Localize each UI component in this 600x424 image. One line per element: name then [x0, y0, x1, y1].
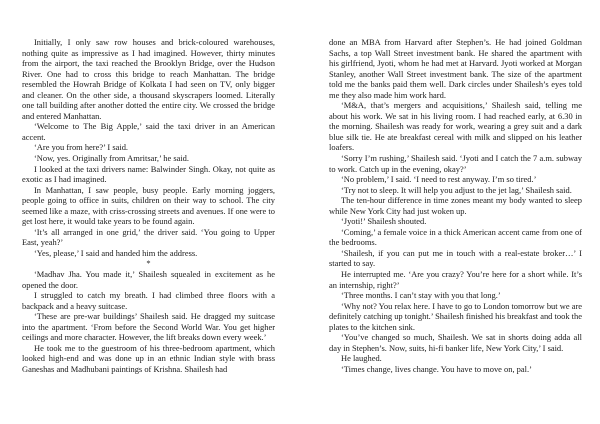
paragraph: The ten-hour difference in time zones meant my body wanted to sleep while New York City had just woken up.	[329, 195, 582, 216]
paragraph: ‘Shailesh, if you can put me in touch with a real-estate broker…’ I started to say.	[329, 247, 582, 269]
paragraph: He laughed.	[341, 353, 382, 364]
paragraph: ‘Three months. I can’t stay with you that long.’	[341, 290, 501, 301]
paragraph: ‘Yes, please,’ I said and handed him the address.	[34, 247, 198, 258]
paragraph: ‘No problem,’ I said. ‘I need to rest anyway. I’m so tired.’	[341, 174, 537, 185]
paragraph: I looked at the taxi drivers name: Balwinder Singh. Okay, not quite as exotic as I had imagined.	[22, 163, 275, 185]
paragraph: In Manhattan, I saw people, busy people. Early morning joggers, people going to office in suits, children on their way to school. The city seemed like a maze, with criss-crossing streets and avenues. If one were to get lost here, it would take years to be found again.	[22, 184, 275, 227]
paragraph: ‘Times change, lives change. You have to move on, pal.’	[341, 363, 532, 374]
paragraph: ‘Sorry I’m rushing,’ Shailesh said. ‘Jyoti and I catch the 7 a.m. subway to work. Catch up in the evening, okay?’	[329, 153, 582, 174]
paragraph: ‘These are pre-war buildings’ Shailesh said. He dragged my suitcase into the apartment. ‘From before the Second World War. You get higher ceilings and more character. However, the lift breaks down every week.’	[22, 311, 275, 343]
paragraph: ‘It’s all arranged in one grid,’ the driver said. ‘You going to Upper East, yeah?’	[22, 226, 275, 248]
paragraph: ‘Why not? You relax here. I have to go to London tomorrow but we are definitely catching up tonight.’ Shailesh finished his breakfast and took the plates to the kitchen sink.	[329, 300, 582, 332]
paragraph: ‘Now, yes. Originally from Amritsar,’ he said.	[34, 153, 190, 164]
paragraph: ‘Are you from here?’ I said.	[34, 142, 129, 153]
right-page	[329, 37, 582, 375]
paragraph: ‘Madhav Jha. You made it,’ Shailesh squealed in excitement as he opened the door.	[22, 269, 275, 290]
paragraph: ‘You’ve changed so much, Shailesh. We sat in shorts doing adda all day in Stephen’s. Now, suits, hi-fi banker life, New York City,’ I said.	[329, 332, 582, 353]
paragraph: ‘Welcome to The Big Apple,’ said the taxi driver in an American accent.	[22, 121, 275, 142]
section-separator: *	[146, 258, 151, 269]
paragraph: Initially, I only saw row houses and brick-coloured warehouses, nothing quite as impressive as I had imagined. However, thirty minutes from the airport, the taxi reached the Brooklyn Bridge, over the Hudson River. One had to cross this bridge to reach Manhattan. The bridge resembled the Howrah Bridge of Kolkata I had seen on TV, only bigger and cleaner. On the other side, a thousand skyscrapers loomed. Literally one tall building after another dotted the entire city. We crossed the bridge and entered Manhattan.	[22, 37, 275, 121]
paragraph: ‘Jyoti!’ Shailesh shouted.	[341, 216, 427, 227]
left-page	[22, 37, 275, 375]
paragraph: I struggled to catch my breath. I had climbed three floors with a backpack and a heavy suitcase.	[22, 290, 275, 311]
paragraph: ‘Coming,’ a female voice in a thick American accent came from one of the bedrooms.	[329, 226, 582, 248]
paragraph-continued: done an MBA from Harvard after Stephen’s. He had joined Goldman Sachs, a top Wall Street investment bank. He shared the apartment with his girlfriend, Jyoti, whom he had met at Harvard. Jyoti worked at Morgan Stanley, another Wall Street investment bank. The size of the apartment told me the banks paid them well. Dark circles under Shailesh’s eyes told me they also made him work hard.	[329, 37, 582, 100]
paragraph: He took me to the guestroom of his three-bedroom apartment, which looked high-end and was done up in an ethnic Indian style with brass Ganeshas and Madhubani paintings of Krishna. Shailesh had	[22, 342, 275, 374]
paragraph: ‘Try not to sleep. It will help you adjust to the jet lag,’ Shailesh said.	[341, 184, 572, 195]
paragraph: ‘M&A, that’s mergers and acquisitions,’ Shailesh said, telling me about his work. We sat in his living room. I had reached early, at 6.30 in the morning. Shailesh was ready for work, wearing a grey suit and a dark blue silk tie. He ate breakfast cereal with milk and slipped on his leather loafers.	[329, 100, 582, 153]
paragraph: He interrupted me. ‘Are you crazy? You’re here for a short while. It’s an internship, right?’	[329, 269, 582, 290]
